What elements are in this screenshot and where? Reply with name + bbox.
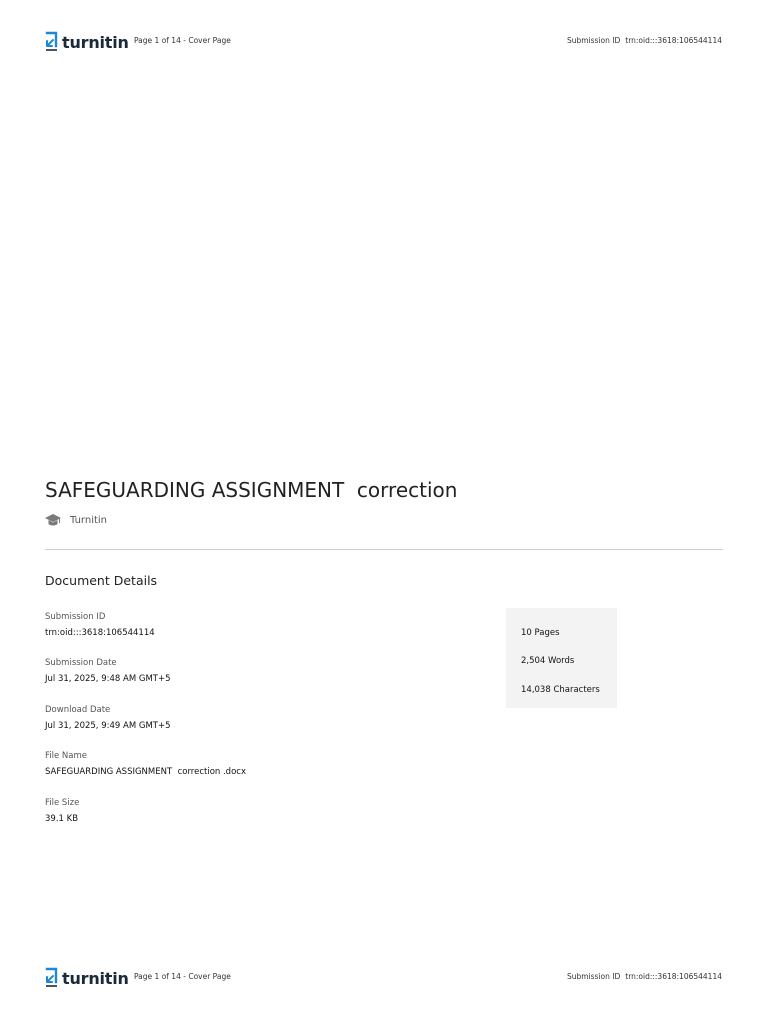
detail-submission-date [45,658,171,684]
footer-submission-id-label: Submission ID [566,972,621,981]
document-title: SAFEGUARDING ASSIGNMENT correction [45,478,458,502]
page-header [0,30,768,54]
page-label: Page 1 of 14 - Cover Page [134,36,231,45]
document-owner [45,513,107,527]
footer-submission-id-value: trn:oid:::3618:106544114 [625,972,722,981]
detail-label: Submission Date [45,658,117,668]
detail-label: Download Date [45,705,111,715]
detail-label: File Name [45,751,88,761]
owner-name: Turnitin [70,514,108,526]
detail-value: 39.1 KB [45,814,79,824]
header-submission-id-value: trn:oid:::3618:106544114 [625,36,722,45]
document-stats [506,608,617,708]
stat-pages: 10 Pages [521,628,560,638]
turnitin-wordmark: turnitin [62,32,129,52]
detail-value: Jul 31, 2025, 9:48 AM GMT+5 [45,674,171,684]
header-submission-id-label: Submission ID [566,36,621,45]
detail-value: Jul 31, 2025, 9:49 AM GMT+5 [45,721,171,731]
detail-download-date [45,705,171,731]
stat-words: 2,504 Words [521,656,575,666]
detail-label: Submission ID [45,612,106,622]
page-label: Page 1 of 14 - Cover Page [134,972,231,981]
detail-file-size [45,798,79,824]
document-details-heading: Document Details [45,573,158,588]
page-footer [0,966,768,990]
turnitin-logo-icon [44,967,60,989]
header-submission-id [567,36,722,45]
turnitin-logo-icon [44,31,60,53]
turnitin-logo [44,30,129,54]
detail-submission-id [45,612,155,638]
detail-value: SAFEGUARDING ASSIGNMENT correction .docx [45,767,246,777]
detail-value: trn:oid:::3618:106544114 [45,628,155,638]
turnitin-logo [44,966,129,990]
detail-label: File Size [45,798,80,808]
graduation-cap-icon [45,513,61,527]
stat-characters: 14,038 Characters [521,685,600,695]
detail-file-name [45,751,246,777]
footer-submission-id [567,972,722,981]
turnitin-wordmark: turnitin [62,968,129,988]
divider [45,549,723,550]
